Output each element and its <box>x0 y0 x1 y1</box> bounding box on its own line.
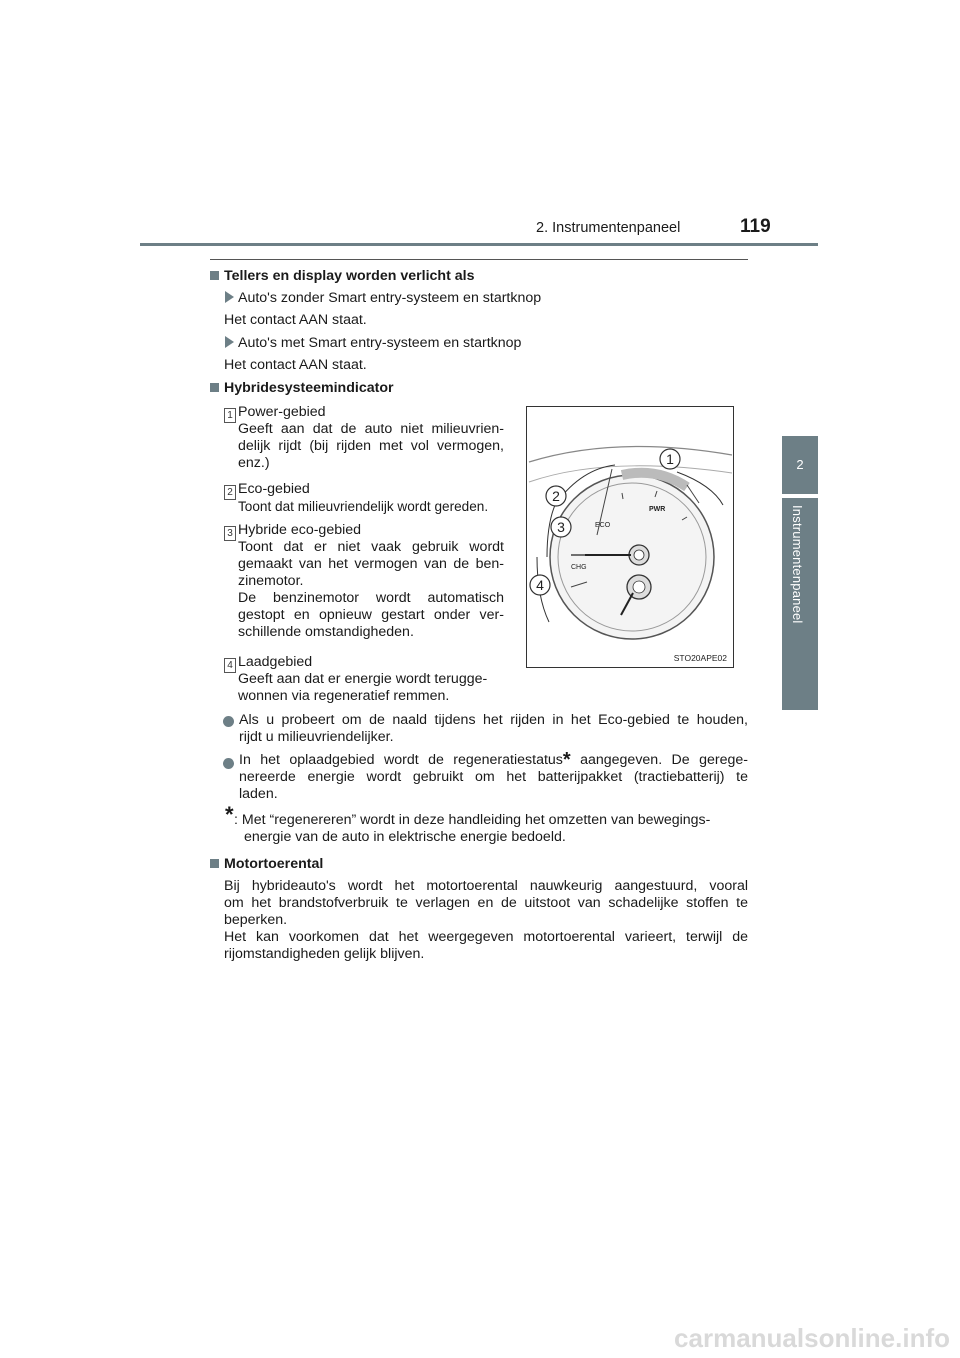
chg-label: CHG <box>571 564 587 571</box>
svg-text:4: 4 <box>536 577 544 593</box>
callout-3 <box>551 517 571 537</box>
list-item: Eco-gebied Toont dat milieuvriendelijk wordt gereden. <box>238 481 504 515</box>
bullet-2: In het oplaadgebied wordt de regeneratiestatus* aangegeven. De gerege- nereerde energie wordt gebruikt om het batterijpakket (tractiebatterij) te laden. <box>239 749 748 802</box>
list-item: Hybride eco-gebied Toont dat er niet vaak gebruik wordt gemaakt van het vermogen van de ben- zinemotor. De benzinemotor wordt automatisch gestopt en opnieuw gestart onder ver- schillende omstandigheden. <box>238 522 504 640</box>
pwr-label: PWR <box>649 506 666 513</box>
motor-paragraph: Bij hybrideauto's wordt het motortoerental nauwkeurig aangestuurd, vooral om het brandstofverbruik te verlagen en de uitstoot van schadelijke stoffen te beperken. Het kan voorkomen dat het weergegeven motortoerental varieert, terwijl de rijomstandigheden gelijk blijven. <box>224 878 748 962</box>
gauge-illustration <box>527 407 733 667</box>
list-item: Power-gebied Geeft aan dat de auto niet milieuvrien- delijk rijdt (bij rijden met vol vermogen, enz.) <box>238 404 504 471</box>
bullet-dot-icon <box>223 716 234 727</box>
item-title: Power-gebied <box>238 404 326 420</box>
case1-label: Auto's zonder Smart entry-systeem en startknop <box>225 290 541 307</box>
svg-text:2: 2 <box>552 488 560 504</box>
item-title: Hybride eco-gebied <box>238 522 362 538</box>
case1-text: Het contact AAN staat. <box>224 312 367 328</box>
section-square-icon <box>210 383 219 392</box>
item-title: Eco-gebied <box>238 481 310 497</box>
bullet-dot-1 <box>223 714 234 731</box>
section-square-icon <box>210 271 219 280</box>
arrow-right-icon <box>225 291 234 303</box>
section-title: 2. Instrumentenpaneel <box>536 220 681 236</box>
case2-text: Het contact AAN staat. <box>224 357 367 373</box>
case2-label: Auto's met Smart entry-systeem en startknop <box>225 335 521 352</box>
chapter-tab-number[interactable]: 2 <box>782 436 818 494</box>
header-rule <box>140 243 818 246</box>
callout-2 <box>546 486 566 506</box>
bullet-1: Als u probeert om de naald tijdens het rijden in het Eco-gebied te houden, rijdt u milieuvriendelijker. <box>239 712 748 745</box>
motor-heading: Motortoerental <box>210 856 323 873</box>
bullet-dot-2 <box>223 756 234 773</box>
item-1-number: 1 <box>224 405 236 423</box>
item-4-number: 4 <box>224 655 236 673</box>
figure-code: STO20APE02 <box>673 653 727 663</box>
callout-1 <box>660 449 680 469</box>
callout-4 <box>530 575 550 595</box>
chapter-tab-label: Instrumentenpaneel <box>790 505 805 624</box>
item-title: Laadgebied <box>238 654 313 670</box>
item-3-number: 3 <box>224 523 236 541</box>
list-item: Laadgebied Geeft aan dat er energie wordt terugge- wonnen via regeneratief remmen. <box>238 654 504 705</box>
footnote-star: * <box>225 802 234 827</box>
page-number: 119 <box>740 216 771 237</box>
section-square-icon <box>210 859 219 868</box>
arrow-right-icon <box>225 336 234 348</box>
eco-label: ECO <box>595 522 611 529</box>
svg-text:3: 3 <box>557 519 565 535</box>
hybrid-heading: Hybridesysteemindicator <box>210 380 394 397</box>
footnote: : Met “regenereren” wordt in deze handleiding het omzetten van bewegings- energie van de auto in elektrische energie bedoeld. <box>234 812 711 845</box>
item-2-number: 2 <box>224 482 236 500</box>
svg-text:1: 1 <box>666 451 674 467</box>
bullet-dot-icon <box>223 758 234 769</box>
illuminated-heading: Tellers en display worden verlicht als <box>210 268 474 285</box>
watermark: carmanualsonline.info <box>674 1323 950 1353</box>
hybrid-indicator-figure <box>526 406 734 668</box>
content-rule <box>210 259 748 260</box>
